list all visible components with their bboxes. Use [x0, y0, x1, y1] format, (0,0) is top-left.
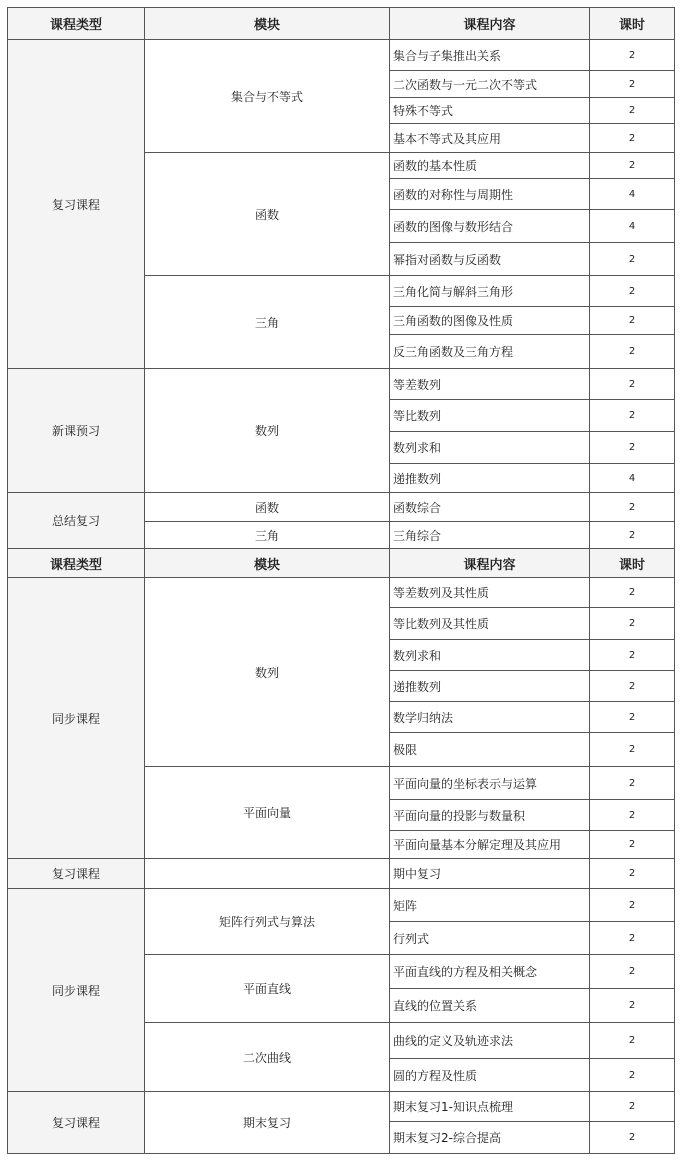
- course-content-cell: 递推数列: [390, 671, 590, 702]
- module-cell: 平面直线: [145, 955, 390, 1023]
- hours-cell: 2: [590, 702, 675, 733]
- hours-cell: 2: [590, 124, 675, 153]
- hours-cell: 2: [590, 369, 675, 400]
- course-type-cell: 复习课程: [8, 859, 145, 889]
- hours-cell: 2: [590, 800, 675, 831]
- hours-cell: 2: [590, 640, 675, 671]
- hours-cell: 4: [590, 210, 675, 243]
- hours-cell: 2: [590, 432, 675, 464]
- hours-cell: 2: [590, 276, 675, 307]
- module-cell: 三角: [145, 276, 390, 369]
- course-content-cell: 等差数列: [390, 369, 590, 400]
- course-content-cell: 反三角函数及三角方程: [390, 335, 590, 369]
- course-content-cell: 平面向量的坐标表示与运算: [390, 767, 590, 800]
- course-type-cell: 总结复习: [8, 493, 145, 549]
- module-cell: 函数: [145, 493, 390, 522]
- hours-cell: 2: [590, 922, 675, 955]
- hours-cell: 2: [590, 98, 675, 124]
- hours-cell: 2: [590, 400, 675, 432]
- course-type-cell: 同步课程: [8, 889, 145, 1092]
- hours-cell: 2: [590, 989, 675, 1023]
- hours-cell: 2: [590, 522, 675, 549]
- hours-cell: 2: [590, 767, 675, 800]
- course-type-cell: 复习课程: [8, 40, 145, 369]
- course-type-cell: 新课预习: [8, 369, 145, 493]
- course-content-cell: 函数的图像与数形结合: [390, 210, 590, 243]
- course-content-cell: 数列求和: [390, 432, 590, 464]
- module-cell: 数列: [145, 578, 390, 767]
- course-content-cell: 基本不等式及其应用: [390, 124, 590, 153]
- hours-cell: 2: [590, 307, 675, 335]
- hours-cell: 2: [590, 243, 675, 276]
- hours-cell: 2: [590, 1059, 675, 1092]
- header-hours: 课时: [590, 8, 675, 40]
- course-content-cell: 平面向量基本分解定理及其应用: [390, 831, 590, 859]
- course-content-cell: 集合与子集推出关系: [390, 40, 590, 71]
- course-content-cell: 期中复习: [390, 859, 590, 889]
- hours-cell: 4: [590, 179, 675, 210]
- course-content-cell: 三角化简与解斜三角形: [390, 276, 590, 307]
- course-content-cell: 等比数列及其性质: [390, 608, 590, 640]
- hours-cell: 4: [590, 464, 675, 493]
- hours-cell: 2: [590, 889, 675, 922]
- hours-cell: 2: [590, 71, 675, 98]
- course-content-cell: 极限: [390, 733, 590, 767]
- module-cell: [145, 859, 390, 889]
- table-header-row: [8, 549, 675, 578]
- module-cell: 函数: [145, 153, 390, 276]
- table-row: [8, 40, 675, 71]
- course-content-cell: 函数综合: [390, 493, 590, 522]
- course-type-cell: 复习课程: [8, 1092, 145, 1154]
- module-cell: 期末复习: [145, 1092, 390, 1154]
- table-row: [8, 493, 675, 522]
- header-content: 课程内容: [390, 8, 590, 40]
- hours-cell: 2: [590, 608, 675, 640]
- table-row: [8, 889, 675, 922]
- course-content-cell: 三角综合: [390, 522, 590, 549]
- hours-cell: 2: [590, 831, 675, 859]
- hours-cell: 2: [590, 578, 675, 608]
- module-cell: 数列: [145, 369, 390, 493]
- course-content-cell: 幂指对函数与反函数: [390, 243, 590, 276]
- header-module: 模块: [145, 549, 390, 578]
- course-content-cell: 二次函数与一元二次不等式: [390, 71, 590, 98]
- hours-cell: 2: [590, 335, 675, 369]
- course-content-cell: 函数的基本性质: [390, 153, 590, 179]
- course-content-cell: 等比数列: [390, 400, 590, 432]
- table-header-row: [8, 8, 675, 40]
- table-row: [8, 1092, 675, 1122]
- course-content-cell: 平面向量的投影与数量积: [390, 800, 590, 831]
- header-content: 课程内容: [390, 549, 590, 578]
- hours-cell: 2: [590, 733, 675, 767]
- course-content-cell: 特殊不等式: [390, 98, 590, 124]
- module-cell: 二次曲线: [145, 1023, 390, 1092]
- course-content-cell: 数学归纳法: [390, 702, 590, 733]
- hours-cell: 2: [590, 1092, 675, 1122]
- table-row: [8, 859, 675, 889]
- table-row: [8, 578, 675, 608]
- course-content-cell: 数列求和: [390, 640, 590, 671]
- course-content-cell: 函数的对称性与周期性: [390, 179, 590, 210]
- course-content-cell: 曲线的定义及轨迹求法: [390, 1023, 590, 1059]
- course-content-cell: 等差数列及其性质: [390, 578, 590, 608]
- course-content-cell: 期末复习2-综合提高: [390, 1122, 590, 1154]
- header-hours: 课时: [590, 549, 675, 578]
- course-content-cell: 圆的方程及性质: [390, 1059, 590, 1092]
- course-content-cell: 三角函数的图像及性质: [390, 307, 590, 335]
- module-cell: 矩阵行列式与算法: [145, 889, 390, 955]
- module-cell: 三角: [145, 522, 390, 549]
- header-module: 模块: [145, 8, 390, 40]
- hours-cell: 2: [590, 859, 675, 889]
- header-type: 课程类型: [8, 8, 145, 40]
- course-content-cell: 递推数列: [390, 464, 590, 493]
- module-cell: 集合与不等式: [145, 40, 390, 153]
- module-cell: 平面向量: [145, 767, 390, 859]
- hours-cell: 2: [590, 955, 675, 989]
- hours-cell: 2: [590, 153, 675, 179]
- course-content-cell: 平面直线的方程及相关概念: [390, 955, 590, 989]
- course-content-cell: 行列式: [390, 922, 590, 955]
- course-content-cell: 矩阵: [390, 889, 590, 922]
- hours-cell: 2: [590, 40, 675, 71]
- table-row: [8, 369, 675, 400]
- hours-cell: 2: [590, 1023, 675, 1059]
- course-content-cell: 直线的位置关系: [390, 989, 590, 1023]
- curriculum-table: [7, 7, 675, 1154]
- hours-cell: 2: [590, 671, 675, 702]
- header-type: 课程类型: [8, 549, 145, 578]
- hours-cell: 2: [590, 493, 675, 522]
- course-content-cell: 期末复习1-知识点梳理: [390, 1092, 590, 1122]
- hours-cell: 2: [590, 1122, 675, 1154]
- curriculum-table-body: [8, 8, 675, 1154]
- course-type-cell: 同步课程: [8, 578, 145, 859]
